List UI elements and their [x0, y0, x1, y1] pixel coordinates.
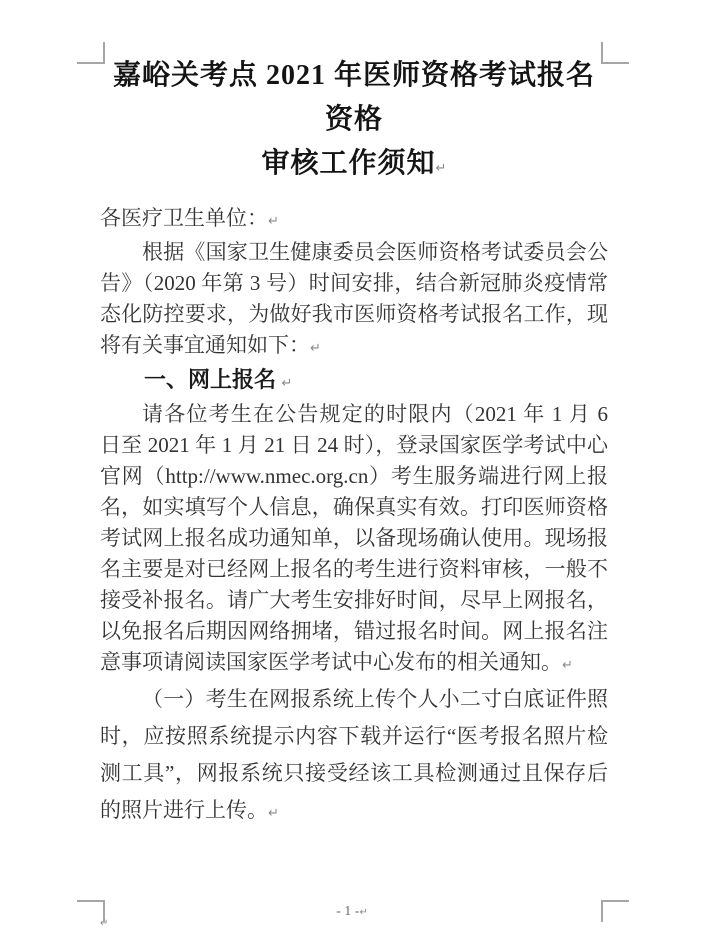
- paragraph-online-registration-text: 请各位考生在公告规定的时限内（2021 年 1 月 6 日至 2021 年 1 月 21 日 24 时），登录国家医学考试中心官网（http://www.nmec.org.cn）考生服务端进行网上报名，如实填写个人信息，确保真实有效。打印医师资格考试网上报名成功通知单，以备现场确认使用。现场报名主要是对已经网上报名的考生进行资料审核，一般不接受补报名。请广大考生安排好时间，尽早上网报名，以免报名后期因网络拥堵，错过报名时间。网上报名注意事项请阅读国家医学考试中心发布的相关通知。: [100, 402, 608, 674]
- return-mark-icon: ↵: [281, 376, 293, 391]
- title-line-2-text: 审核工作须知: [261, 148, 436, 179]
- paragraph-photo-tool-text: （一）考生在网报系统上传个人小二寸白底证件照时，应按照系统提示内容下载并运行“医考报名照片检测工具”，网报系统只接受经该工具检测通过且保存后的照片进行上传。: [100, 687, 608, 822]
- return-mark-icon: ↵: [359, 907, 368, 918]
- return-mark-icon: ↵: [435, 161, 447, 176]
- return-mark-icon: ↵: [310, 341, 321, 356]
- footer-return-mark-icon: ↵: [100, 918, 109, 929]
- intro-paragraph: [100, 237, 608, 364]
- page-number: - 1 -: [336, 904, 360, 919]
- return-mark-icon: ↵: [268, 214, 279, 229]
- document-content: [100, 54, 608, 832]
- document-title: [100, 54, 608, 191]
- salutation-text: 各医疗卫生单位：: [100, 206, 268, 230]
- section-heading-text: 一、网上报名: [144, 367, 277, 392]
- title-line-1: 嘉峪关考点 2021 年医师资格考试报名资格: [112, 60, 595, 135]
- title-line-2: [100, 142, 608, 191]
- intro-text: 根据《国家卫生健康委员会医师资格考试委员会公告》（2020 年第 3 号）时间安排，结合新冠肺炎疫情常态化防控要求，为做好我市医师资格考试报名工作，现将有关事宜通知如下：: [100, 240, 608, 357]
- paragraph-photo-tool: [100, 681, 608, 832]
- salutation-line: [100, 203, 608, 237]
- section-heading-online-registration: [100, 364, 608, 399]
- return-mark-icon: ↵: [562, 658, 573, 673]
- return-mark-icon: ↵: [268, 806, 279, 821]
- paragraph-online-registration: [100, 399, 608, 681]
